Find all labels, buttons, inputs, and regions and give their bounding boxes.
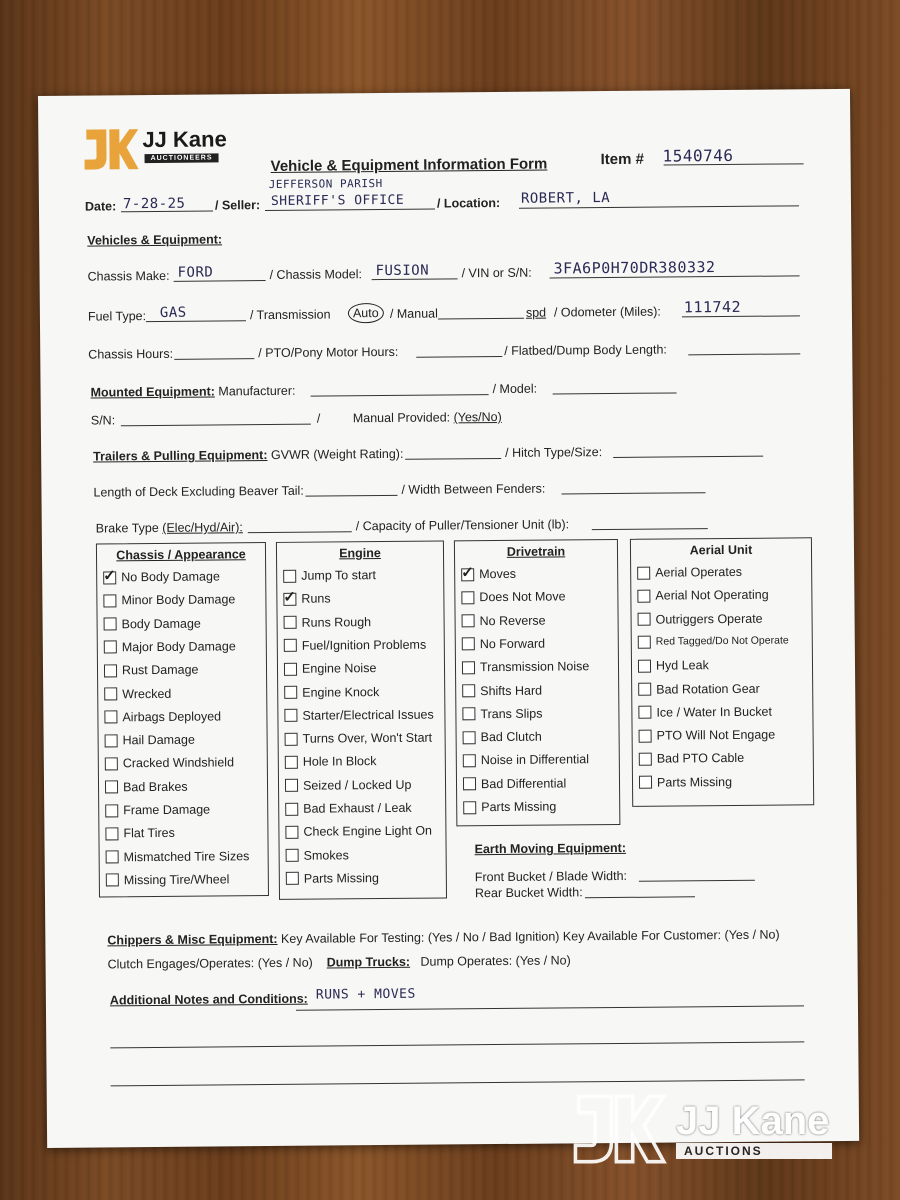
seller-line <box>265 209 435 211</box>
form-sheet <box>38 89 859 1148</box>
checkbox-empty-icon[interactable] <box>284 686 297 699</box>
chippers-row: Chippers & Misc Equipment: Key Available For Testing: (Yes / No / Bad Ignition) Key Available For Customer: (Yes / No) <box>107 927 780 948</box>
vin-label: / VIN or S/N: <box>461 265 532 281</box>
item-number-label: Item # <box>600 150 645 169</box>
manual-provided-label: Manual Provided: (Yes/No) <box>352 409 502 426</box>
checkbox-empty-icon[interactable] <box>639 776 652 789</box>
chassis-model-label: / Chassis Model: <box>269 267 363 282</box>
fuel-type-label: Fuel Type: <box>87 309 147 324</box>
checklist-item[interactable] <box>284 685 379 700</box>
checklist-item[interactable] <box>105 733 195 748</box>
checklist-item-label: Turns Over, Won't Start <box>302 730 433 746</box>
checklist-item-label: Runs <box>301 591 331 607</box>
date-label: Date: <box>84 199 117 214</box>
checklist-item[interactable] <box>463 776 566 791</box>
notes-heading: Additional Notes and Conditions: <box>109 991 308 1008</box>
checkbox-empty-icon[interactable] <box>103 594 116 607</box>
checkbox-empty-icon[interactable] <box>284 709 297 722</box>
checkbox-empty-icon[interactable] <box>285 756 298 769</box>
checklist-item[interactable] <box>639 728 776 743</box>
checkbox-empty-icon[interactable] <box>286 872 299 885</box>
checklist-item-label: Missing Tire/Wheel <box>123 872 230 888</box>
checklist-item-label: No Reverse <box>479 613 546 628</box>
checkbox-empty-icon[interactable] <box>462 661 475 674</box>
checkbox-empty-icon[interactable] <box>105 757 118 770</box>
odometer-label: / Odometer (Miles): <box>553 304 661 320</box>
checklist-item-label: Major Body Damage <box>121 639 236 655</box>
notes-line-1 <box>296 1005 804 1010</box>
model-label: / Model: <box>492 381 538 397</box>
fender-width-label: / Width Between Fenders: <box>401 481 546 497</box>
checklist-item-label: Parts Missing <box>481 799 557 815</box>
checkbox-empty-icon[interactable] <box>106 850 119 863</box>
checklist-item[interactable] <box>638 704 772 719</box>
flatbed-line <box>688 353 800 355</box>
checkbox-checked-icon[interactable] <box>103 571 116 584</box>
aerial-unit-box <box>630 537 814 807</box>
location-label: / Location: <box>436 195 501 211</box>
checklist-item-label: Does Not Move <box>479 589 566 605</box>
seller-value-line1: JEFFERSON PARISH <box>268 176 383 191</box>
checklist-item-label: Ice / Water In Bucket <box>656 704 773 720</box>
chassis-model-value: FUSION <box>375 262 430 280</box>
checkbox-empty-icon[interactable] <box>639 729 652 742</box>
transmission-manual-label: / Manual <box>389 306 438 321</box>
checklist-item-label: Aerial Operates <box>655 564 743 580</box>
checklist-item-label: Aerial Not Operating <box>655 587 769 603</box>
drivetrain-title: Drivetrain <box>506 544 566 559</box>
checklist-item-label: Bad PTO Cable <box>656 751 745 767</box>
checklist-item[interactable] <box>638 681 760 696</box>
checklist-item-label: Flat Tires <box>123 826 175 841</box>
rear-bucket-line <box>585 896 695 898</box>
checklist-item[interactable] <box>105 803 210 818</box>
checklist-item[interactable] <box>284 707 433 722</box>
pto-hours-label: / PTO/Pony Motor Hours: <box>258 344 399 361</box>
checklist-item[interactable] <box>285 824 432 839</box>
front-bucket-line <box>639 880 755 882</box>
checklist-item-label: Starter/Electrical Issues <box>302 707 434 723</box>
checkbox-empty-icon[interactable] <box>285 802 298 815</box>
checkbox-checked-icon[interactable] <box>461 568 474 581</box>
jj-kane-logo <box>82 126 252 173</box>
checklist-item[interactable] <box>104 663 199 678</box>
engine-title: Engine <box>339 546 381 561</box>
chassis-make-value: FORD <box>177 264 214 281</box>
checklist-item[interactable] <box>104 686 171 701</box>
checklist-item[interactable] <box>637 588 768 603</box>
checkbox-empty-icon[interactable] <box>638 683 651 696</box>
checklist-item[interactable] <box>638 658 709 673</box>
checklist-item[interactable] <box>104 709 221 724</box>
checkbox-empty-icon[interactable] <box>461 591 474 604</box>
deck-length-line <box>305 495 397 497</box>
checkbox-empty-icon[interactable] <box>462 684 475 697</box>
checklist-item[interactable] <box>463 730 542 745</box>
checklist-item[interactable] <box>286 871 379 886</box>
checklist-item-label: Red Tagged/Do Not Operate <box>655 634 789 649</box>
checklist-item-label: Bad Clutch <box>480 729 542 745</box>
checklist-item[interactable] <box>284 661 376 676</box>
checkbox-empty-icon[interactable] <box>638 613 651 626</box>
checklist-item[interactable] <box>285 777 412 792</box>
checkbox-empty-icon[interactable] <box>284 639 297 652</box>
mounted-label: Mounted Equipment: Manufacturer: <box>90 383 296 400</box>
brake-type-label: Brake Type (Elec/Hyd/Air): <box>95 520 243 536</box>
checklist-item[interactable] <box>284 615 372 630</box>
notes-line-2 <box>110 1041 804 1048</box>
odometer-value: 111742 <box>683 297 742 317</box>
checklist-item[interactable] <box>638 634 789 648</box>
rear-bucket-label: Rear Bucket Width: <box>474 885 583 901</box>
checkbox-empty-icon[interactable] <box>286 849 299 862</box>
pto-hours-line <box>416 356 502 358</box>
checkbox-empty-icon[interactable] <box>106 874 119 887</box>
checklist-item-label: Check Engine Light On <box>303 823 433 840</box>
hitch-line <box>613 456 763 458</box>
checklist-item-label: Fuel/Ignition Problems <box>301 637 427 653</box>
checklist-item-label: Engine Noise <box>301 661 377 676</box>
checkbox-empty-icon[interactable] <box>104 687 117 700</box>
vin-value: 3FA6P0H70DR380332 <box>553 258 716 278</box>
checklist-item[interactable] <box>105 826 175 841</box>
checklist-item-label: Trans Slips <box>480 706 543 721</box>
checklist-item[interactable] <box>103 569 220 584</box>
checklist-item[interactable] <box>104 639 236 654</box>
checklist-item-label: Bad Rotation Gear <box>656 681 760 697</box>
checklist-item-label: Parts Missing <box>303 870 379 886</box>
checkbox-empty-icon[interactable] <box>105 827 118 840</box>
checklist-item[interactable] <box>463 800 556 815</box>
checklist-item-label: Engine Knock <box>302 684 380 700</box>
checklist-item[interactable] <box>283 568 376 583</box>
form-title: Vehicle & Equipment Information Form <box>270 155 548 175</box>
checklist-item-label: Bad Differential <box>480 776 567 791</box>
checklist-item[interactable] <box>639 751 744 766</box>
checklist-item-label: Bad Exhaust / Leak <box>303 800 412 816</box>
brake-type-line <box>248 531 352 533</box>
checklist-item[interactable] <box>106 872 230 887</box>
watermark-text: JJ Kane <box>676 1099 830 1143</box>
manufacturer-line <box>311 394 489 397</box>
drivetrain-box <box>454 539 620 826</box>
checklist-item[interactable] <box>106 849 250 864</box>
checkbox-empty-icon[interactable] <box>104 617 117 630</box>
checklist-item-label: Shifts Hard <box>480 683 543 698</box>
notes-line-3 <box>111 1079 805 1086</box>
checkbox-empty-icon[interactable] <box>104 664 117 677</box>
fuel-type-value: GAS <box>159 304 187 321</box>
checklist-item-label: Minor Body Damage <box>121 592 236 608</box>
hitch-label: / Hitch Type/Size: <box>505 445 603 460</box>
watermark-logo <box>568 1093 832 1165</box>
chassis-hours-line <box>174 358 254 360</box>
gvwr-line <box>405 458 501 460</box>
puller-label: / Capacity of Puller/Tensioner Unit (lb): <box>355 517 570 534</box>
jk-logo-icon <box>82 127 138 171</box>
sn-slash: / <box>316 411 321 426</box>
checkbox-empty-icon[interactable] <box>462 638 475 651</box>
checkbox-empty-icon[interactable] <box>638 636 651 649</box>
checklist-item-label: Smokes <box>303 847 349 863</box>
checklist-item-label: Rust Damage <box>121 662 199 678</box>
watermark-jk-icon <box>568 1093 668 1165</box>
sn-line <box>121 424 311 427</box>
model-line <box>553 392 677 394</box>
checklist-item-label: Runs Rough <box>301 614 372 630</box>
checkbox-empty-icon[interactable] <box>463 731 476 744</box>
checkbox-empty-icon[interactable] <box>285 732 298 745</box>
engine-box <box>276 540 447 899</box>
checklist-item[interactable] <box>104 616 201 631</box>
earth-moving-heading: Earth Moving Equipment: <box>474 840 627 857</box>
checklist-item-label: Outriggers Operate <box>655 611 763 627</box>
checkbox-empty-icon[interactable] <box>105 804 118 817</box>
checkbox-empty-icon[interactable] <box>105 781 118 794</box>
checkbox-empty-icon[interactable] <box>463 777 476 790</box>
checklist-item[interactable] <box>285 801 412 816</box>
checklist-item-label: No Body Damage <box>121 569 220 585</box>
seller-label: / Seller: <box>214 198 261 213</box>
front-bucket-label: Front Bucket / Blade Width: <box>474 868 628 885</box>
seller-value-line2: SHERIFF'S OFFICE <box>270 192 405 209</box>
transmission-auto-circled: Auto <box>348 303 384 323</box>
checklist-item[interactable] <box>637 565 742 580</box>
checklist-item[interactable] <box>461 567 516 581</box>
flatbed-label: / Flatbed/Dump Body Length: <box>504 342 667 358</box>
checklist-item-label: Wrecked <box>122 686 172 701</box>
checklist-item-label: Body Damage <box>121 616 201 631</box>
checklist-item[interactable] <box>103 593 235 608</box>
checklist-item-label: Hyd Leak <box>655 658 709 673</box>
checklist-item-label: Noise in Differential <box>480 752 590 768</box>
vehicles-heading: Vehicles & Equipment: <box>87 232 223 248</box>
checklist-item-label: Transmission Noise <box>479 659 590 675</box>
checklist-item-label: Jump To start <box>301 568 377 583</box>
checklist-item-label: PTO Will Not Engage <box>656 727 776 743</box>
checklist-item-label: Frame Damage <box>123 802 211 818</box>
trailers-label: Trailers & Pulling Equipment: GVWR (Weight Rating): <box>93 446 404 464</box>
checkbox-empty-icon[interactable] <box>283 569 296 582</box>
checkbox-empty-icon[interactable] <box>638 706 651 719</box>
transmission-label: / Transmission <box>249 307 331 323</box>
checklist-item-label: Hail Damage <box>122 732 195 748</box>
checkbox-empty-icon[interactable] <box>637 566 650 579</box>
checkbox-empty-icon[interactable] <box>462 708 475 721</box>
checklist-item[interactable] <box>462 613 546 628</box>
checklist-item[interactable] <box>639 775 732 790</box>
checklist-item-label: No Forward <box>479 636 546 652</box>
checklist-item-label: Seized / Locked Up <box>302 777 412 793</box>
notes-value: RUNS + MOVES <box>315 986 416 1003</box>
checklist-item-label: Hole In Block <box>302 754 377 770</box>
checklist-item[interactable] <box>285 754 377 769</box>
aerial-unit-title: Aerial Unit <box>689 542 753 558</box>
checkbox-empty-icon[interactable] <box>463 801 476 814</box>
location-value: ROBERT, LA <box>520 190 611 207</box>
checklist-item-label: Bad Brakes <box>122 779 188 794</box>
checklist-item[interactable] <box>463 753 589 768</box>
fender-width-line <box>561 492 705 494</box>
puller-line <box>592 528 708 530</box>
checklist-item-label: Moves <box>479 566 517 582</box>
logo-wordmark: JJ Kane <box>142 126 227 153</box>
date-value: 7-28-25 <box>122 195 186 213</box>
checkbox-empty-icon[interactable] <box>285 779 298 792</box>
checkbox-empty-icon[interactable] <box>637 589 650 602</box>
chassis-hours-label: Chassis Hours: <box>88 346 174 362</box>
checkbox-empty-icon[interactable] <box>639 753 652 766</box>
checklist-item[interactable] <box>283 592 330 606</box>
chassis-appearance-title: Chassis / Appearance <box>116 547 246 563</box>
item-number-value: 1540746 <box>662 145 734 166</box>
checkbox-empty-icon[interactable] <box>285 826 298 839</box>
checklist-item[interactable] <box>462 706 542 721</box>
checklist-item-label: Cracked Windshield <box>122 755 235 771</box>
checkbox-empty-icon[interactable] <box>284 662 297 675</box>
checkbox-empty-icon[interactable] <box>638 659 651 672</box>
checklist-item[interactable] <box>105 779 188 794</box>
checkbox-empty-icon[interactable] <box>462 614 475 627</box>
checkbox-empty-icon[interactable] <box>104 641 117 654</box>
checkbox-empty-icon[interactable] <box>104 711 117 724</box>
clutch-row: Clutch Engages/Operates: (Yes / No) Dump Trucks: Dump Operates: (Yes / No) <box>107 953 571 972</box>
checkbox-empty-icon[interactable] <box>105 734 118 747</box>
checkbox-checked-icon[interactable] <box>283 593 296 606</box>
checklist-item[interactable] <box>462 636 545 651</box>
checklist-item[interactable] <box>461 590 565 605</box>
checklist-item[interactable] <box>286 848 349 863</box>
logo-tagline: AUCTIONEERS <box>145 153 219 163</box>
sn-label: S/N: <box>90 413 116 428</box>
checklist-item[interactable] <box>638 611 763 626</box>
chassis-make-label: Chassis Make: <box>87 268 170 284</box>
checklist-item-label: Airbags Deployed <box>122 709 222 725</box>
checkbox-empty-icon[interactable] <box>284 616 297 629</box>
spd-label: spd <box>525 305 547 320</box>
checklist-item-label: Parts Missing <box>656 774 733 790</box>
checklist-item[interactable] <box>285 731 433 746</box>
transmission-line <box>438 318 524 320</box>
chassis-appearance-box <box>96 542 269 897</box>
watermark-sub: AUCTIONS <box>676 1143 832 1159</box>
checklist-item-label: Mismatched Tire Sizes <box>123 848 250 864</box>
checklist-item[interactable] <box>462 683 542 698</box>
checklist-item[interactable] <box>462 659 589 674</box>
checkbox-empty-icon[interactable] <box>463 754 476 767</box>
deck-length-label: Length of Deck Excluding Beaver Tail: <box>93 483 304 500</box>
checklist-item[interactable] <box>105 756 234 771</box>
checklist-item[interactable] <box>284 638 426 653</box>
